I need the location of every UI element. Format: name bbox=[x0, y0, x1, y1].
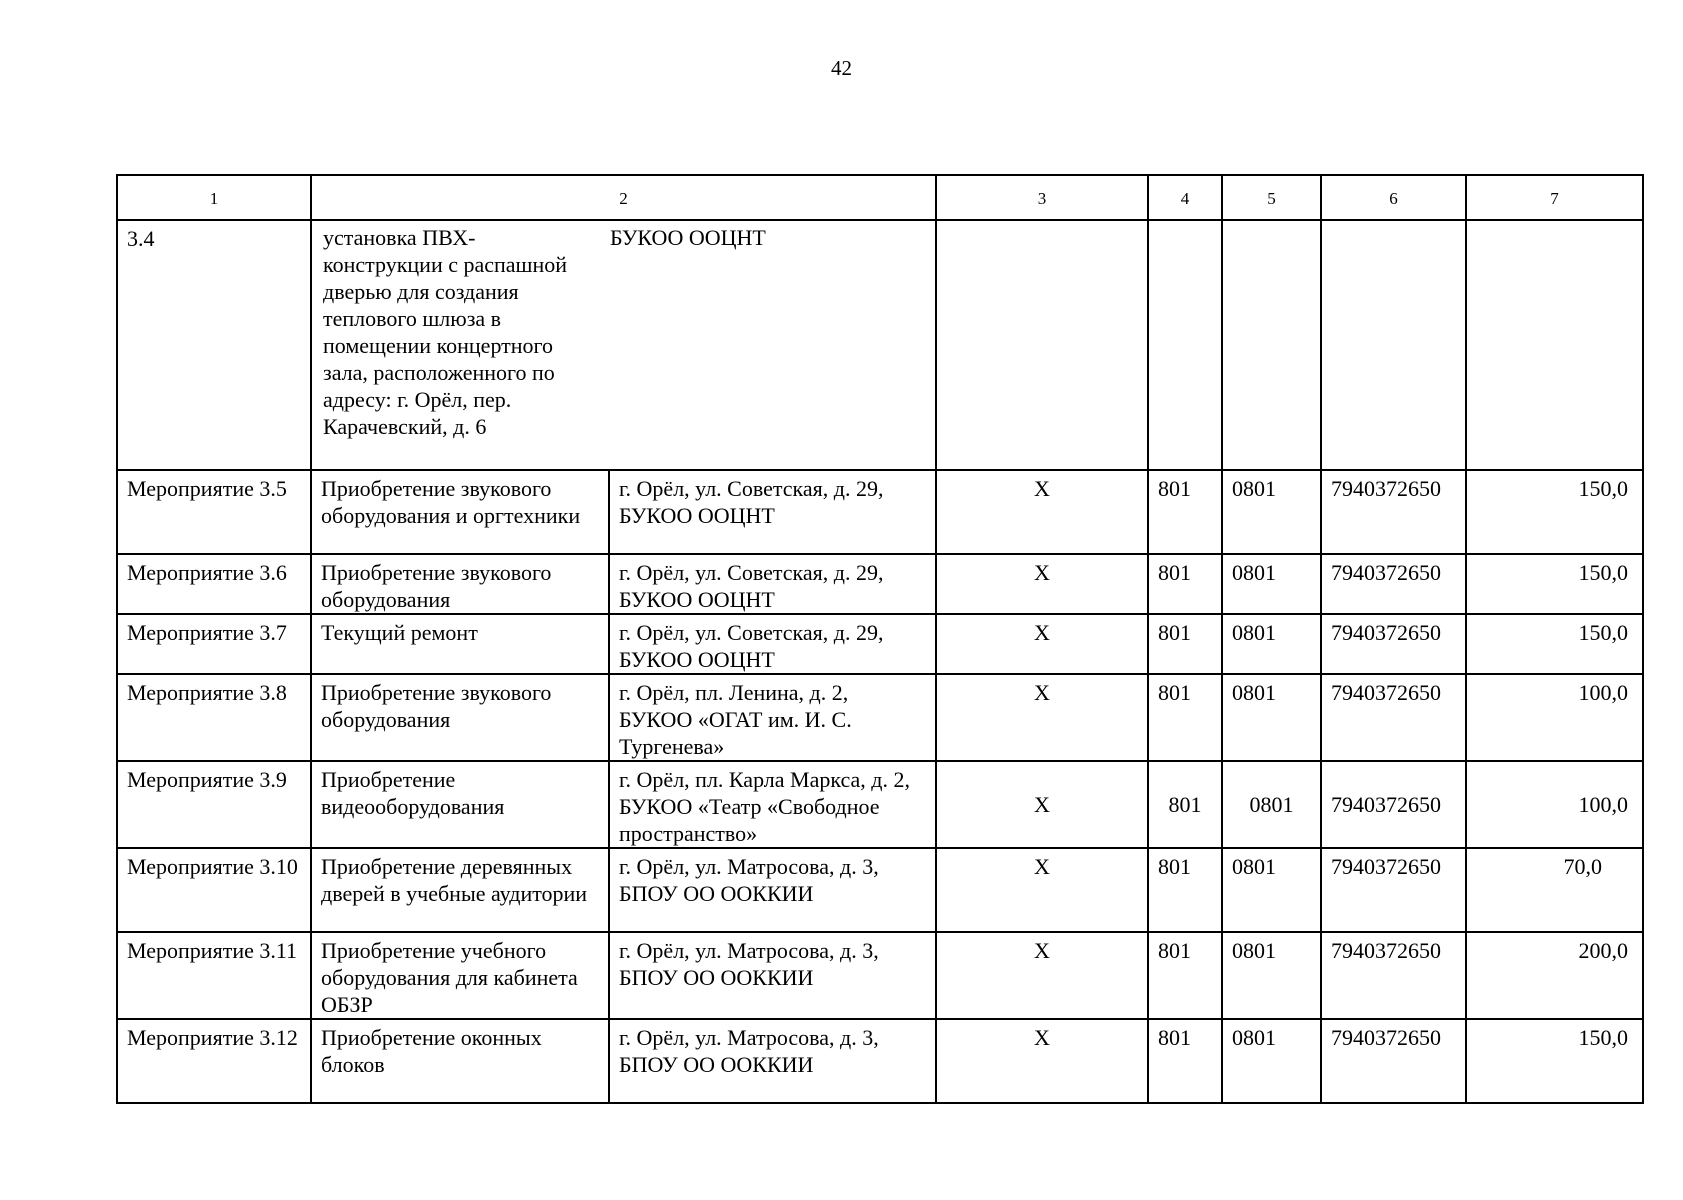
table-row bbox=[117, 614, 1643, 674]
cell-col-4 bbox=[1148, 220, 1222, 470]
cell-event-address: г. Орёл, пл. Карла Маркса, д. 2, БУКОО «Театр «Свободное пространство» bbox=[609, 761, 936, 848]
table-row bbox=[117, 674, 1643, 761]
cell-col-7: 70,0 bbox=[1466, 848, 1643, 932]
cell-event-id: 3.4 bbox=[117, 220, 311, 470]
cell-event-address: г. Орёл, ул. Советская, д. 29, БУКОО ООЦНТ bbox=[609, 470, 936, 554]
cell-event-id: Мероприятие 3.7 bbox=[117, 614, 311, 674]
cell-col-7 bbox=[1466, 220, 1643, 470]
cell-event-description bbox=[311, 220, 936, 470]
cell-col-7: 200,0 bbox=[1466, 932, 1643, 1019]
cell-col-3: Х bbox=[936, 470, 1148, 554]
cell-col-4: 801 bbox=[1148, 554, 1222, 614]
cell-col-3: Х bbox=[936, 1019, 1148, 1103]
cell-col-6: 7940372650 bbox=[1321, 674, 1466, 761]
header-row bbox=[117, 175, 1643, 220]
cell-col-5: 0801 bbox=[1222, 470, 1321, 554]
header-col-4: 4 bbox=[1148, 175, 1222, 220]
cell-col-4: 801 bbox=[1148, 932, 1222, 1019]
cell-col-3: Х bbox=[936, 848, 1148, 932]
cell-col-3: Х bbox=[936, 674, 1148, 761]
cell-col-7: 150,0 bbox=[1466, 554, 1643, 614]
cell-col-4: 801 bbox=[1148, 674, 1222, 761]
cell-col-6: 7940372650 bbox=[1321, 761, 1466, 848]
cell-event-name: Приобретение звукового оборудования и оргтехники bbox=[311, 470, 609, 554]
cell-event-name: Приобретение оконных блоков bbox=[311, 1019, 609, 1103]
header-col-7: 7 bbox=[1466, 175, 1643, 220]
header-col-3: 3 bbox=[936, 175, 1148, 220]
cell-col-3: Х bbox=[936, 761, 1148, 848]
cell-col-3 bbox=[936, 220, 1148, 470]
cell-event-id: Мероприятие 3.12 bbox=[117, 1019, 311, 1103]
cell-col-3: Х bbox=[936, 932, 1148, 1019]
cell-col-6: 7940372650 bbox=[1321, 848, 1466, 932]
cell-event-address: г. Орёл, ул. Матросова, д. 3, БПОУ ОО ООККИИ bbox=[609, 848, 936, 932]
table-row bbox=[117, 220, 1643, 470]
cell-event-name: Приобретение видеооборудования bbox=[311, 761, 609, 848]
cell-col-5: 0801 bbox=[1222, 848, 1321, 932]
cell-col-7: 100,0 bbox=[1466, 674, 1643, 761]
cell-event-address: г. Орёл, ул. Матросова, д. 3, БПОУ ОО ООККИИ bbox=[609, 932, 936, 1019]
cell-col-4: 801 bbox=[1148, 470, 1222, 554]
cell-event-address: г. Орёл, пл. Ленина, д. 2, БУКОО «ОГАТ им. И. С. Тургенева» bbox=[609, 674, 936, 761]
cell-col-5: 0801 bbox=[1222, 932, 1321, 1019]
table-row bbox=[117, 554, 1643, 614]
cell-event-name: Приобретение деревянных дверей в учебные аудитории bbox=[311, 848, 609, 932]
table-row bbox=[117, 761, 1643, 848]
cell-event-name: установка ПВХ-конструкции с распашной дверью для создания теплового шлюза в помещении концертного зала, расположенного по адресу: г. Орёл, пер. Карачевский, д. 6 bbox=[323, 225, 568, 439]
cell-col-5: 0801 bbox=[1222, 554, 1321, 614]
table-row bbox=[117, 470, 1643, 554]
table-row bbox=[117, 848, 1643, 932]
cell-col-6: 7940372650 bbox=[1321, 470, 1466, 554]
header-col-2: 2 bbox=[311, 175, 936, 220]
cell-col-6: 7940372650 bbox=[1321, 932, 1466, 1019]
cell-col-7: 150,0 bbox=[1466, 470, 1643, 554]
cell-event-id: Мероприятие 3.5 bbox=[117, 470, 311, 554]
cell-col-5: 0801 bbox=[1222, 674, 1321, 761]
cell-event-name: Приобретение учебного оборудования для кабинета ОБЗР bbox=[311, 932, 609, 1019]
cell-col-5: 0801 bbox=[1222, 614, 1321, 674]
cell-event-id: Мероприятие 3.8 bbox=[117, 674, 311, 761]
cell-col-3: Х bbox=[936, 614, 1148, 674]
cell-col-5 bbox=[1222, 220, 1321, 470]
cell-col-6: 7940372650 bbox=[1321, 1019, 1466, 1103]
cell-col-4: 801 bbox=[1148, 614, 1222, 674]
cell-event-address: г. Орёл, ул. Советская, д. 29, БУКОО ООЦНТ bbox=[609, 554, 936, 614]
cell-event-address: г. Орёл, ул. Матросова, д. 3, БПОУ ОО ООККИИ bbox=[609, 1019, 936, 1103]
cell-event-name: Текущий ремонт bbox=[311, 614, 609, 674]
cell-col-6 bbox=[1321, 220, 1466, 470]
cell-col-6: 7940372650 bbox=[1321, 554, 1466, 614]
page-number: 42 bbox=[831, 56, 852, 80]
cell-col-4: 801 bbox=[1148, 761, 1222, 848]
cell-event-address: г. Орёл, ул. Советская, д. 29, БУКОО ООЦНТ bbox=[609, 614, 936, 674]
cell-col-4: 801 bbox=[1148, 1019, 1222, 1103]
cell-col-6: 7940372650 bbox=[1321, 614, 1466, 674]
cell-event-id: Мероприятие 3.10 bbox=[117, 848, 311, 932]
cell-event-name: Приобретение звукового оборудования bbox=[311, 674, 609, 761]
cell-event-id: Мероприятие 3.6 bbox=[117, 554, 311, 614]
table-row bbox=[117, 1019, 1643, 1103]
cell-event-address: БУКОО ООЦНТ bbox=[610, 225, 766, 250]
cell-col-5: 0801 bbox=[1222, 1019, 1321, 1103]
cell-col-5: 0801 bbox=[1222, 761, 1321, 848]
cell-event-id: Мероприятие 3.11 bbox=[117, 932, 311, 1019]
cell-col-4: 801 bbox=[1148, 848, 1222, 932]
cell-col-7: 150,0 bbox=[1466, 1019, 1643, 1103]
header-col-5: 5 bbox=[1222, 175, 1321, 220]
header-col-1: 1 bbox=[117, 175, 311, 220]
cell-col-3: Х bbox=[936, 554, 1148, 614]
cell-col-7: 100,0 bbox=[1466, 761, 1643, 848]
table-row bbox=[117, 932, 1643, 1019]
cell-col-7: 150,0 bbox=[1466, 614, 1643, 674]
header-col-6: 6 bbox=[1321, 175, 1466, 220]
cell-event-id: Мероприятие 3.9 bbox=[117, 761, 311, 848]
budget-table bbox=[116, 174, 1644, 1104]
cell-event-name: Приобретение звукового оборудования bbox=[311, 554, 609, 614]
